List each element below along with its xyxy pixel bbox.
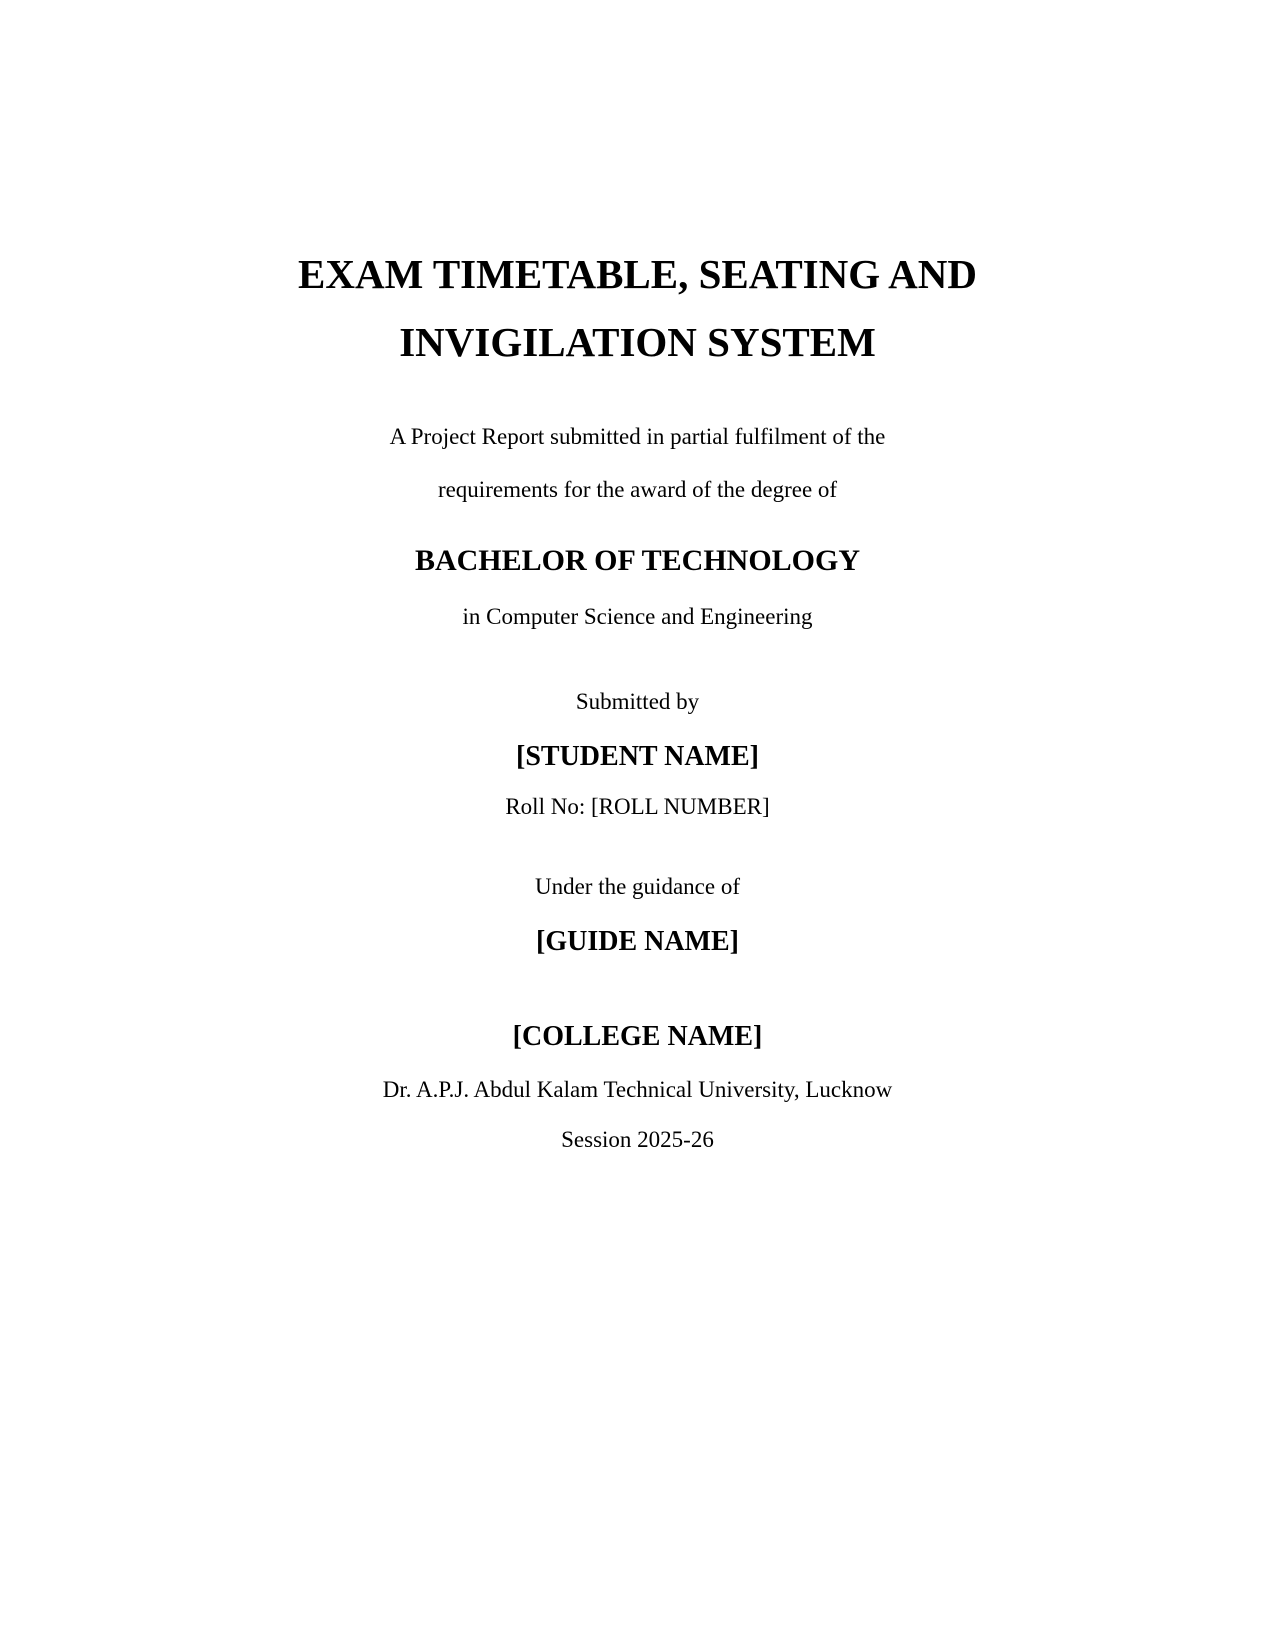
submission-statement-line-2: requirements for the award of the degree of <box>437 477 838 502</box>
guidance-label: Under the guidance of <box>534 874 740 899</box>
college-name: [COLLEGE NAME] <box>512 1021 763 1052</box>
report-title-line-1: EXAM TIMETABLE, SEATING AND <box>298 251 977 297</box>
student-name: [STUDENT NAME] <box>516 741 759 772</box>
degree-title: BACHELOR OF TECHNOLOGY <box>414 544 861 577</box>
university-name: Dr. A.P.J. Abdul Kalam Technical University, Lucknow <box>382 1077 893 1102</box>
submitted-by-label: Submitted by <box>575 689 700 714</box>
guide-name: [GUIDE NAME] <box>536 926 739 957</box>
degree-branch: in Computer Science and Engineering <box>462 604 813 629</box>
academic-session: Session 2025-26 <box>561 1127 714 1152</box>
report-title-line-2: INVIGILATION SYSTEM <box>399 319 876 365</box>
roll-number: Roll No: [ROLL NUMBER] <box>505 794 770 819</box>
submission-statement-line-1: A Project Report submitted in partial fulfilment of the <box>389 424 886 449</box>
